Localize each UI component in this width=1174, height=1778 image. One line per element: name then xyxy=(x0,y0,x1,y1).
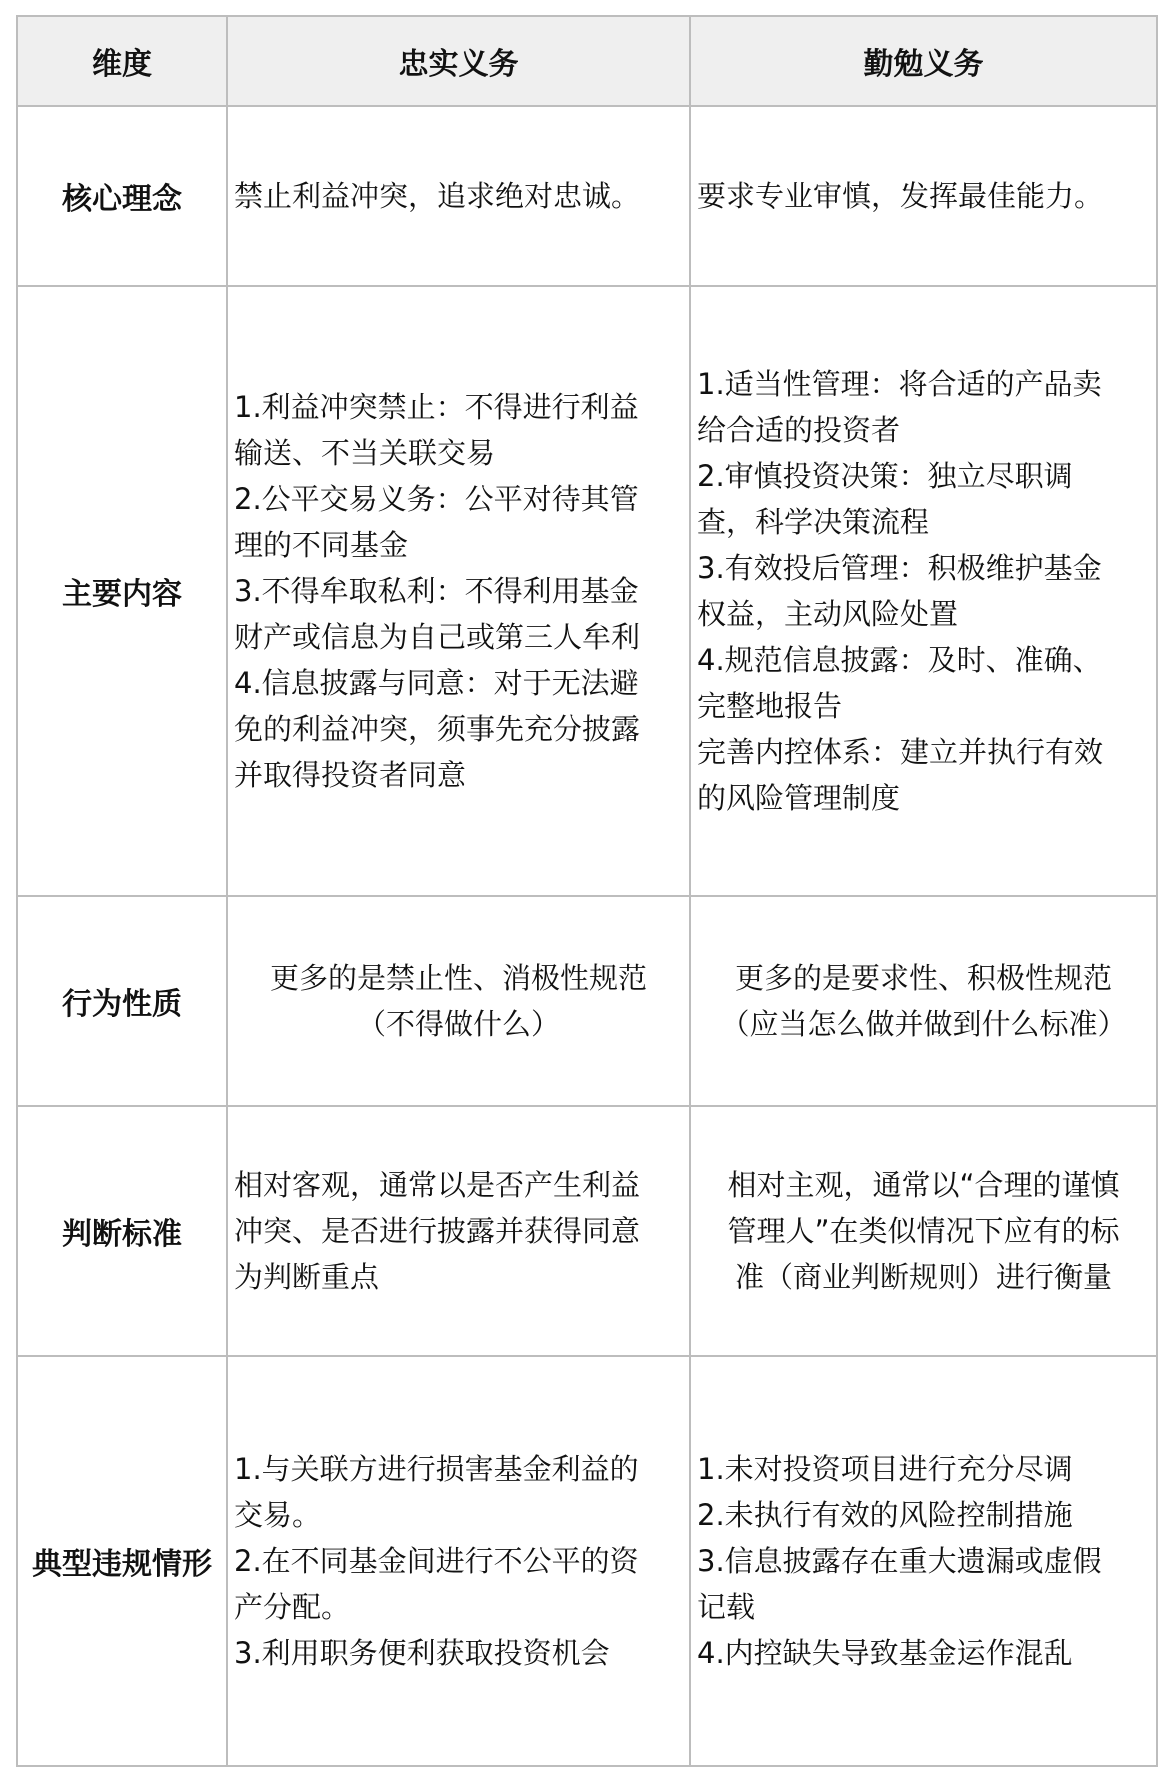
cell-line: 1.适当性管理：将合适的产品卖 xyxy=(697,367,1102,401)
row-behavior-nature xyxy=(17,896,1157,1106)
cell-line: 权益，主动风险处置 xyxy=(697,597,959,631)
cell-line: 完整地报告 xyxy=(697,689,843,723)
cell-line: 财产或信息为自己或第三人牟利 xyxy=(234,620,641,654)
comparison-table xyxy=(16,15,1158,1767)
cell-line: 更多的是禁止性、消极性规范 xyxy=(269,961,647,995)
dimension-label: 核心理念 xyxy=(17,106,227,286)
diligence-cell xyxy=(690,1106,1157,1356)
cell-line: （应当怎么做并做到什么标准） xyxy=(720,1007,1127,1041)
cell-line: 产分配。 xyxy=(234,1590,351,1624)
cell-line: 3.利用职务便利获取投资机会 xyxy=(234,1636,610,1670)
cell-line: 4.内控缺失导致基金运作混乱 xyxy=(697,1636,1073,1670)
cell-line: 相对客观，通常以是否产生利益 xyxy=(234,1168,641,1202)
cell-line: 交易。 xyxy=(234,1498,322,1532)
cell-line: 禁止利益冲突，追求绝对忠诚。 xyxy=(234,179,641,213)
cell-line: 为判断重点 xyxy=(234,1260,380,1294)
row-core-concept xyxy=(17,106,1157,286)
cell-line: 理的不同基金 xyxy=(234,528,409,562)
loyalty-cell xyxy=(227,896,690,1106)
cell-line: 记载 xyxy=(697,1590,756,1624)
header-loyalty-duty: 忠实义务 xyxy=(227,16,690,106)
cell-line: 准（商业判断规则）进行衡量 xyxy=(734,1260,1112,1294)
cell-line: 1.与关联方进行损害基金利益的 xyxy=(234,1452,639,1486)
cell-line: 更多的是要求性、积极性规范 xyxy=(734,961,1112,995)
cell-line: （不得做什么） xyxy=(356,1007,560,1041)
dimension-label: 主要内容 xyxy=(17,286,227,896)
cell-line: 1.未对投资项目进行充分尽调 xyxy=(697,1452,1073,1486)
cell-line: 相对主观，通常以“合理的谨慎 xyxy=(727,1168,1120,1202)
cell-line: 输送、不当关联交易 xyxy=(234,436,496,470)
cell-line: 查，科学决策流程 xyxy=(697,505,930,539)
header-row xyxy=(17,16,1157,106)
loyalty-cell xyxy=(227,1356,690,1766)
header-diligence-duty: 勤勉义务 xyxy=(690,16,1157,106)
loyalty-cell xyxy=(227,1106,690,1356)
diligence-cell xyxy=(690,286,1157,896)
cell-line: 3.不得牟取私利：不得利用基金 xyxy=(234,574,639,608)
row-main-content xyxy=(17,286,1157,896)
cell-line: 2.公平交易义务：公平对待其管 xyxy=(234,482,639,516)
cell-line: 1.利益冲突禁止：不得进行利益 xyxy=(234,390,639,424)
dimension-label: 典型违规情形 xyxy=(17,1356,227,1766)
cell-line: 2.未执行有效的风险控制措施 xyxy=(697,1498,1073,1532)
diligence-cell xyxy=(690,896,1157,1106)
cell-line: 3.信息披露存在重大遗漏或虚假 xyxy=(697,1544,1102,1578)
cell-line: 的风险管理制度 xyxy=(697,781,901,815)
diligence-cell xyxy=(690,1356,1157,1766)
cell-line: 2.审慎投资决策：独立尽职调 xyxy=(697,459,1073,493)
header-dimension: 维度 xyxy=(17,16,227,106)
cell-line: 3.有效投后管理：积极维护基金 xyxy=(697,551,1102,585)
cell-line: 4.信息披露与同意：对于无法避 xyxy=(234,666,639,700)
cell-line: 管理人”在类似情况下应有的标 xyxy=(727,1214,1120,1248)
cell-line: 并取得投资者同意 xyxy=(234,758,467,792)
dimension-label: 判断标准 xyxy=(17,1106,227,1356)
dimension-label: 行为性质 xyxy=(17,896,227,1106)
loyalty-cell xyxy=(227,106,690,286)
diligence-cell xyxy=(690,106,1157,286)
row-typical-violations xyxy=(17,1356,1157,1766)
cell-line: 要求专业审慎，发挥最佳能力。 xyxy=(697,179,1104,213)
cell-line: 4.规范信息披露：及时、准确、 xyxy=(697,643,1102,677)
row-judgment-standard xyxy=(17,1106,1157,1356)
cell-line: 冲突、是否进行披露并获得同意 xyxy=(234,1214,641,1248)
cell-line: 给合适的投资者 xyxy=(697,413,901,447)
loyalty-cell xyxy=(227,286,690,896)
cell-line: 免的利益冲突，须事先充分披露 xyxy=(234,712,641,746)
cell-line: 2.在不同基金间进行不公平的资 xyxy=(234,1544,639,1578)
cell-line: 完善内控体系：建立并执行有效 xyxy=(697,735,1104,769)
